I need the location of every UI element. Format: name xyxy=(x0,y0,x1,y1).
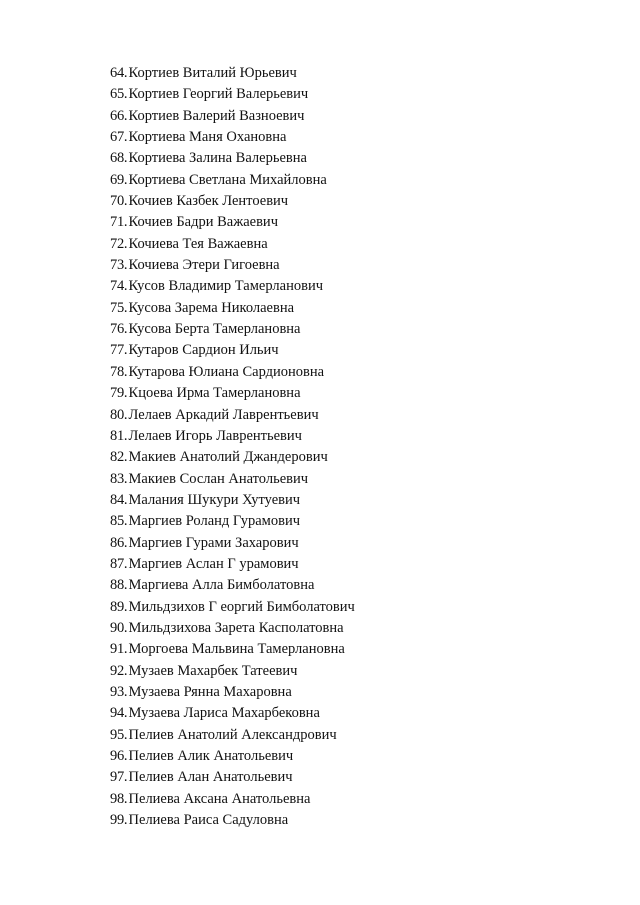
list-item xyxy=(110,84,355,105)
list-item xyxy=(110,405,355,426)
entry-separator: . xyxy=(123,812,128,829)
entry-name: Кортиев Виталий Юрьевич xyxy=(128,65,297,81)
list-item xyxy=(110,191,355,212)
entry-name: Пелиев Алан Анатольевич xyxy=(128,769,293,786)
entry-separator: . xyxy=(123,342,128,359)
entry-name: Маргиева Алла Бимболатовна xyxy=(128,577,315,594)
list-item xyxy=(110,127,355,148)
entry-separator: . xyxy=(123,769,128,786)
name-list xyxy=(110,63,355,831)
entry-number: 64 xyxy=(110,65,124,81)
list-item xyxy=(110,276,355,297)
entry-separator: . xyxy=(123,705,128,722)
entry-name: Кусова Берта Тамерлановна xyxy=(128,321,301,338)
list-item xyxy=(110,447,355,468)
entry-number: 73 xyxy=(110,257,124,274)
list-item xyxy=(110,639,355,660)
entry-separator: . xyxy=(123,534,128,551)
list-item xyxy=(110,810,355,831)
list-item xyxy=(110,661,355,682)
entry-number: 86 xyxy=(110,534,124,551)
entry-name: Кутаров Сардион Ильич xyxy=(128,342,279,359)
list-item xyxy=(110,725,355,746)
entry-number: 67 xyxy=(110,129,124,146)
entry-number: 79 xyxy=(110,385,124,402)
entry-separator: . xyxy=(123,406,128,423)
list-item xyxy=(110,703,355,724)
entry-number: 85 xyxy=(110,513,124,530)
entry-number: 82 xyxy=(110,449,124,466)
entry-separator: . xyxy=(123,299,128,316)
entry-number: 92 xyxy=(110,662,124,679)
list-item xyxy=(110,170,355,191)
entry-name: Музаева Рянна Махаровна xyxy=(128,683,292,700)
entry-name: Кусова Зарема Николаевна xyxy=(128,299,295,316)
list-item xyxy=(110,511,355,532)
entry-separator: . xyxy=(123,641,128,658)
entry-separator: . xyxy=(123,577,128,594)
entry-number: 83 xyxy=(110,470,124,487)
entry-name: Кочиева Тея Важаевна xyxy=(128,235,268,252)
entry-separator: . xyxy=(123,321,128,338)
entry-number: 90 xyxy=(110,619,124,636)
entry-name: Лелаев Аркадий Лаврентьевич xyxy=(128,406,319,423)
list-item xyxy=(110,298,355,319)
list-item xyxy=(110,340,355,361)
list-item xyxy=(110,106,355,127)
list-item xyxy=(110,575,355,596)
entry-name: Кортиева Залина Валерьевна xyxy=(128,150,307,167)
list-item xyxy=(110,383,355,404)
entry-number: 76 xyxy=(110,321,124,338)
list-item xyxy=(110,682,355,703)
entry-number: 77 xyxy=(110,342,124,359)
entry-number: 91 xyxy=(110,641,124,658)
entry-separator: . xyxy=(123,513,128,530)
list-item xyxy=(110,533,355,554)
list-item xyxy=(110,426,355,447)
entry-separator: . xyxy=(123,449,128,466)
entry-number: 69 xyxy=(110,171,124,188)
entry-separator: . xyxy=(123,385,128,402)
entry-number: 78 xyxy=(110,363,124,380)
entry-separator: . xyxy=(123,470,128,487)
entry-number: 72 xyxy=(110,235,124,252)
list-item xyxy=(110,148,355,169)
entry-number: 70 xyxy=(110,193,124,210)
entry-separator: . xyxy=(123,555,128,572)
entry-name: Кочиева Этери Гигоевна xyxy=(128,257,280,274)
list-item xyxy=(110,597,355,618)
entry-name: Макиев Анатолий Джандерович xyxy=(128,449,328,466)
entry-name: Пелиева Раиса Садуловна xyxy=(128,812,289,829)
entry-separator: . xyxy=(123,427,128,444)
entry-separator: . xyxy=(123,257,128,274)
entry-name: Маргиев Гурами Захарович xyxy=(128,534,299,551)
entry-name: Кортиева Светлана Михайловна xyxy=(128,171,327,188)
entry-name: Кочиев Бадри Важаевич xyxy=(128,214,278,231)
entry-name: Кочиев Казбек Лентоевич xyxy=(128,193,289,210)
list-item xyxy=(110,746,355,767)
entry-number: 65 xyxy=(110,86,124,103)
list-item xyxy=(110,490,355,511)
entry-name: Пелиев Алик Анатольевич xyxy=(128,748,294,764)
entry-separator: . xyxy=(123,598,128,615)
entry-number: 94 xyxy=(110,705,124,722)
entry-number: 89 xyxy=(110,598,124,615)
entry-name: Лелаев Игорь Лаврентьевич xyxy=(128,427,302,444)
entry-name: Мильдзихова Зарета Касполатовна xyxy=(128,619,344,636)
entry-separator: . xyxy=(123,619,128,636)
entry-separator: . xyxy=(123,748,128,764)
entry-name: Малания Шукури Хутуевич xyxy=(128,491,301,508)
entry-number: 75 xyxy=(110,299,124,316)
entry-name: Мильдзихов Г еоргий Бимболатович xyxy=(128,598,355,615)
list-item xyxy=(110,63,355,84)
entry-separator: . xyxy=(123,86,128,103)
entry-number: 99 xyxy=(110,812,124,829)
entry-separator: . xyxy=(123,726,128,743)
entry-separator: . xyxy=(123,491,128,508)
entry-number: 80 xyxy=(110,406,124,423)
entry-number: 98 xyxy=(110,790,124,807)
entry-number: 74 xyxy=(110,278,124,295)
entry-number: 84 xyxy=(110,491,124,508)
entry-separator: . xyxy=(123,65,128,81)
entry-number: 93 xyxy=(110,683,124,700)
list-item xyxy=(110,212,355,233)
list-item xyxy=(110,319,355,340)
entry-name: Музаева Лариса Махарбековна xyxy=(128,705,320,722)
entry-separator: . xyxy=(123,171,128,188)
entry-name: Кортиева Маня Охановна xyxy=(128,129,287,146)
entry-name: Кцоева Ирма Тамерлановна xyxy=(128,385,301,402)
entry-name: Кусов Владимир Тамерланович xyxy=(128,278,323,295)
entry-separator: . xyxy=(123,214,128,231)
entry-number: 71 xyxy=(110,214,124,231)
list-item xyxy=(110,554,355,575)
entry-separator: . xyxy=(123,235,128,252)
entry-separator: . xyxy=(123,790,128,807)
entry-separator: . xyxy=(123,363,128,380)
entry-separator: . xyxy=(123,129,128,146)
entry-name: Макиев Сослан Анатольевич xyxy=(128,470,309,487)
entry-name: Пелиев Анатолий Александрович xyxy=(128,726,337,743)
entry-number: 68 xyxy=(110,150,124,167)
entry-separator: . xyxy=(123,278,128,295)
list-item xyxy=(110,362,355,383)
entry-number: 66 xyxy=(110,107,124,124)
entry-name: Кортиев Валерий Вазноевич xyxy=(128,107,305,124)
entry-number: 96 xyxy=(110,748,124,764)
entry-name: Кутарова Юлиана Сардионовна xyxy=(128,363,325,380)
entry-name: Музаев Махарбек Татеевич xyxy=(128,662,298,679)
entry-number: 81 xyxy=(110,427,124,444)
entry-number: 87 xyxy=(110,555,124,572)
entry-separator: . xyxy=(123,150,128,167)
entry-number: 97 xyxy=(110,769,124,786)
list-item xyxy=(110,789,355,810)
entry-name: Моргоева Мальвина Тамерлановна xyxy=(128,641,345,658)
entry-name: Маргиев Роланд Гурамович xyxy=(128,513,301,530)
entry-name: Пелиева Аксана Анатольевна xyxy=(128,790,311,807)
entry-name: Маргиев Аслан Г урамович xyxy=(128,555,299,572)
entry-name: Кортиев Георгий Валерьевич xyxy=(128,86,309,103)
entry-separator: . xyxy=(123,193,128,210)
entry-separator: . xyxy=(123,683,128,700)
entry-separator: . xyxy=(123,662,128,679)
entry-separator: . xyxy=(123,107,128,124)
list-item xyxy=(110,234,355,255)
list-item xyxy=(110,767,355,788)
list-item xyxy=(110,255,355,276)
list-item xyxy=(110,469,355,490)
entry-number: 88 xyxy=(110,577,124,594)
list-item xyxy=(110,618,355,639)
entry-number: 95 xyxy=(110,726,124,743)
